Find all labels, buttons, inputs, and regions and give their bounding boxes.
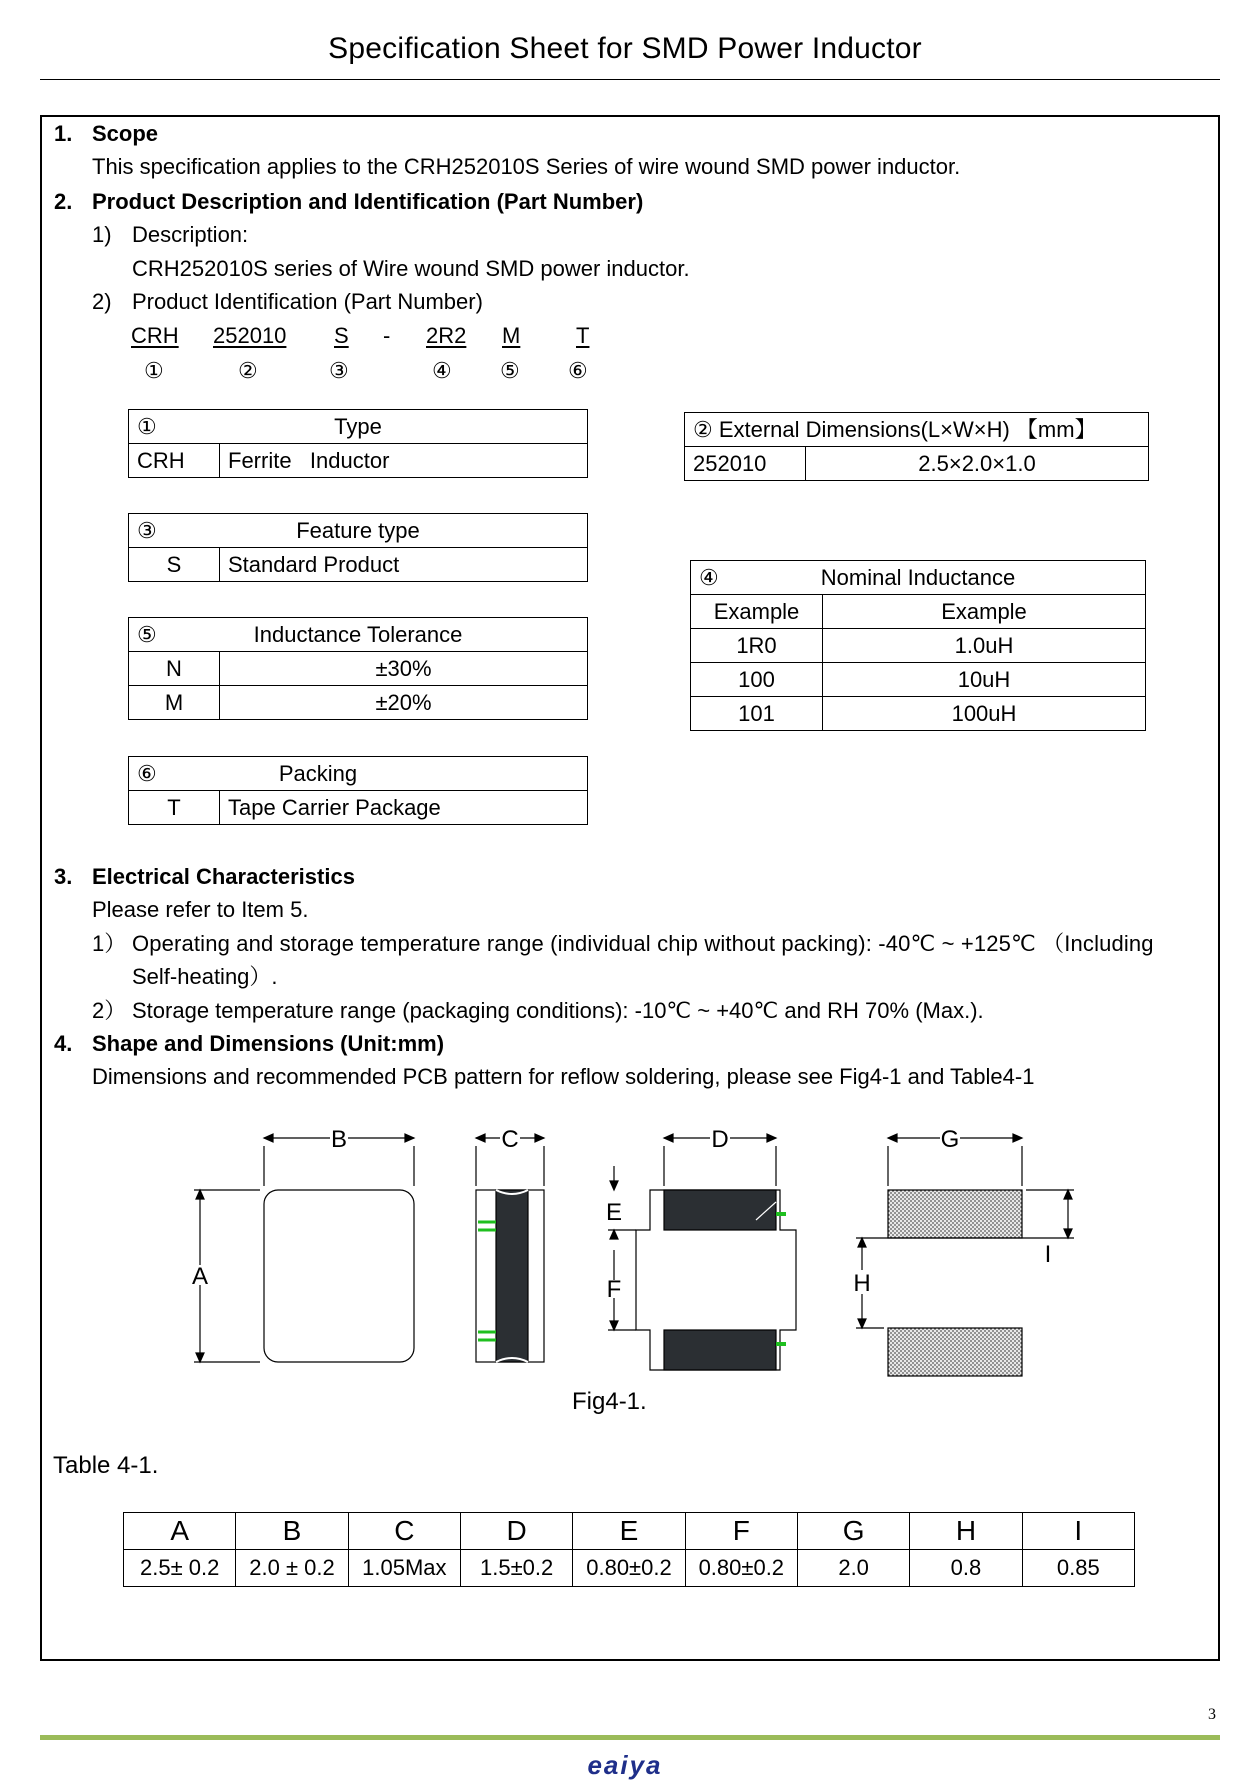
type-table	[128, 409, 588, 478]
part-number-index: ①	[144, 358, 164, 383]
dimension-header-cell: A	[124, 1513, 236, 1550]
dim-label-g: G	[940, 1126, 960, 1153]
part-number-index: ②	[238, 358, 258, 383]
section-2-item-1-number: 1)	[92, 222, 112, 247]
section-4-text: Dimensions and recommended PCB pattern for reflow soldering, please see Fig4-1 and Table4-1	[92, 1064, 1035, 1089]
top-view-body	[264, 1190, 414, 1362]
feature-table-index: ③	[137, 518, 157, 543]
dimension-value-cell: 0.80±0.2	[685, 1550, 797, 1587]
tolerance-table-index: ⑤	[137, 622, 157, 647]
part-number-index: ④	[432, 358, 452, 383]
dimension-header-cell: C	[348, 1513, 460, 1550]
nominal-inductance-title: Nominal Inductance	[820, 565, 1016, 590]
type-table-index: ①	[137, 414, 157, 439]
tolerance-code: N	[129, 652, 220, 686]
dimension-header-cell: F	[685, 1513, 797, 1550]
feature-code: S	[129, 548, 220, 582]
dimension-header-cell: D	[460, 1513, 572, 1550]
section-4-heading: Shape and Dimensions (Unit:mm)	[92, 1031, 445, 1056]
part-number-index: ⑥	[568, 358, 588, 383]
section-4-number: 4.	[54, 1031, 73, 1056]
feature-table-header	[129, 514, 588, 548]
type-description: Ferrite Inductor	[220, 444, 588, 478]
feature-description: Standard Product	[220, 548, 588, 582]
side-view-core	[496, 1190, 528, 1362]
nominal-inductance-index: ④	[699, 565, 719, 590]
part-number-segment: 2R2	[426, 323, 467, 348]
tolerance-code: M	[129, 686, 220, 720]
packing-table-title: Packing	[278, 761, 358, 786]
packing-table-header	[129, 757, 588, 791]
nominal-inductance-header	[691, 561, 1146, 595]
nominal-inductance-subheader: Example	[691, 595, 823, 629]
dimension-value-cell: 0.8	[910, 1550, 1022, 1587]
dimension-header-cell: B	[236, 1513, 348, 1550]
tolerance-table	[128, 617, 588, 720]
company-logo	[0, 1750, 1250, 1781]
dimension-header-cell: E	[573, 1513, 685, 1550]
section-3-item-1-line-1: Operating and storage temperature range (individual chip without packing): -40℃ ~ +125℃ （Including	[132, 931, 1154, 956]
packing-description: Tape Carrier Package	[220, 791, 588, 825]
inductance-code: 100	[691, 663, 823, 697]
nominal-inductance-subheader: Example	[823, 595, 1146, 629]
pcb-pad-top	[888, 1190, 1022, 1238]
section-2-heading: Product Description and Identification (Part Number)	[92, 189, 644, 214]
part-number-separator: -	[383, 323, 391, 348]
page-number: 3	[1208, 1706, 1216, 1723]
packing-code: T	[129, 791, 220, 825]
dimensions-table	[123, 1512, 1135, 1587]
pcb-pad-bottom	[888, 1328, 1022, 1376]
part-number-index: ③	[329, 358, 349, 383]
part-number-segment: CRH	[131, 323, 179, 348]
part-number-segment: T	[576, 323, 590, 348]
dimension-value-cell: 2.0 ± 0.2	[236, 1550, 348, 1587]
nominal-inductance-table	[690, 560, 1146, 731]
dimension-value-cell: 0.85	[1022, 1550, 1134, 1587]
section-3-number: 3.	[54, 864, 73, 889]
section-1-text: This specification applies to the CRH252010S Series of wire wound SMD power inductor.	[92, 154, 961, 179]
tolerance-value: ±30%	[220, 652, 588, 686]
page-title: Specification Sheet for SMD Power Inductor	[328, 32, 922, 65]
packing-table	[128, 756, 588, 825]
dim-label-f: F	[606, 1276, 622, 1303]
type-table-title: Type	[334, 414, 382, 439]
packing-table-index: ⑥	[137, 761, 157, 786]
dimension-value-cell: 1.05Max	[348, 1550, 460, 1587]
figure-caption: Fig4-1.	[572, 1388, 647, 1415]
dim-label-a: A	[191, 1263, 209, 1290]
dimension-value-cell: 0.80±0.2	[573, 1550, 685, 1587]
dim-label-c: C	[501, 1126, 519, 1153]
dimension-code: 252010	[685, 447, 806, 481]
dimension-figure	[0, 1110, 1250, 1410]
section-2-item-1-label: Description:	[132, 222, 249, 247]
external-dimensions-table	[684, 412, 1149, 481]
tolerance-table-title: Inductance Tolerance	[253, 622, 463, 647]
section-1-heading: Scope	[92, 121, 159, 146]
section-2-item-2-number: 2)	[92, 289, 112, 314]
type-table-header	[129, 410, 588, 444]
dim-label-d: D	[711, 1126, 729, 1153]
type-code: CRH	[129, 444, 220, 478]
dimension-value-cell: 1.5±0.2	[460, 1550, 572, 1587]
dimension-header-cell: H	[910, 1513, 1022, 1550]
inductance-value: 1.0uH	[823, 629, 1146, 663]
dim-label-i: I	[1044, 1241, 1052, 1268]
dimension-header-cell: G	[797, 1513, 909, 1550]
external-dimensions-header: ② External Dimensions(L×W×H) 【mm】	[685, 413, 1149, 447]
section-3-item-1-line-2: Self-heating）.	[132, 964, 278, 989]
section-3-heading: Electrical Characteristics	[92, 864, 355, 889]
dimension-value-cell: 2.5± 0.2	[124, 1550, 236, 1587]
feature-table	[128, 513, 588, 582]
section-3-item-1-number: 1）	[92, 931, 127, 956]
dimension-value-cell: 2.0	[797, 1550, 909, 1587]
inductance-value: 100uH	[823, 697, 1146, 731]
section-3-text: Please refer to Item 5.	[92, 897, 309, 922]
inductance-code: 1R0	[691, 629, 823, 663]
dim-label-e: E	[605, 1199, 623, 1226]
dim-label-b: B	[330, 1126, 348, 1153]
table-caption: Table 4-1.	[53, 1452, 159, 1479]
footer-rule	[40, 1735, 1220, 1740]
dimension-header-cell: I	[1022, 1513, 1134, 1550]
section-2-number: 2.	[54, 189, 73, 214]
logo-text: eaiya	[587, 1750, 663, 1780]
section-2-item-1-text: CRH252010S series of Wire wound SMD power inductor.	[132, 256, 690, 281]
inductance-value: 10uH	[823, 663, 1146, 697]
dimension-value: 2.5×2.0×1.0	[806, 447, 1149, 481]
part-number-segment: M	[502, 323, 521, 348]
part-number-segment: S	[334, 323, 349, 348]
tolerance-value: ±20%	[220, 686, 588, 720]
part-number-index: ⑤	[500, 358, 520, 383]
title-rule	[40, 79, 1220, 80]
feature-table-title: Feature type	[296, 518, 420, 543]
tolerance-table-header	[129, 618, 588, 652]
section-1-number: 1.	[54, 121, 73, 146]
section-3-item-2-text: Storage temperature range (packaging conditions): -10℃ ~ +40℃ and RH 70% (Max.).	[132, 998, 984, 1023]
dim-label-h: H	[853, 1270, 871, 1297]
section-3-item-2-number: 2）	[92, 998, 127, 1023]
section-2-item-2-label: Product Identification (Part Number)	[132, 289, 483, 314]
inductance-code: 101	[691, 697, 823, 731]
part-number-segment: 252010	[213, 323, 287, 348]
